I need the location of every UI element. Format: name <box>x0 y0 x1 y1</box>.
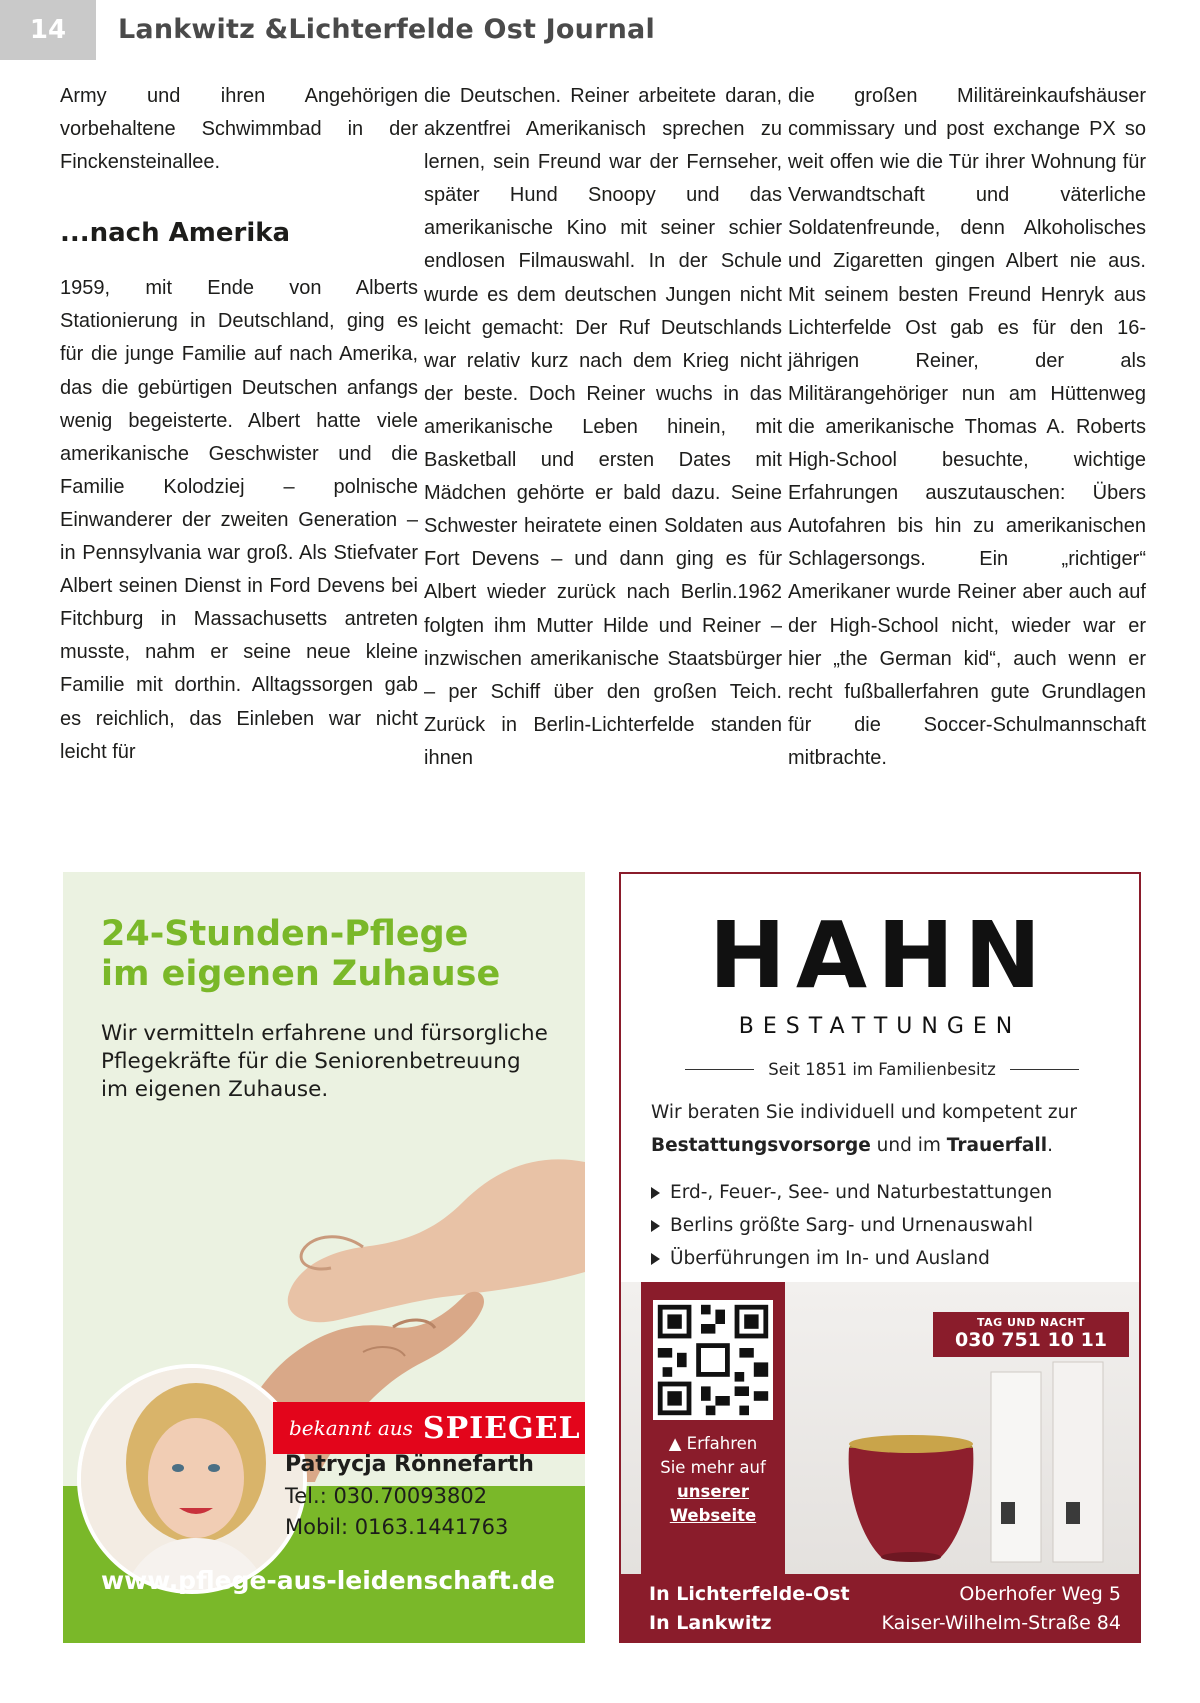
article-col1-intro: Army und ihren Angehörigen vorbehaltene Schwimmbad in der Finckensteinallee. <box>60 85 418 174</box>
urn-photo-area <box>621 1282 1141 1574</box>
service-label: Berlins größte Sarg- und Urnenauswahl <box>670 1215 1034 1236</box>
intro-bold-trauerfall: Trauerfall <box>946 1135 1048 1156</box>
website-link-line-1[interactable]: unserer <box>677 1482 749 1501</box>
address-street: Oberhofer Weg 5 <box>959 1583 1121 1605</box>
triangle-bullet-icon <box>651 1220 660 1232</box>
page-number: 14 <box>29 15 67 45</box>
address-row <box>649 1609 1121 1638</box>
divider-right <box>1010 1069 1079 1071</box>
article-column-2 <box>424 80 782 775</box>
hahn-intro <box>651 1096 1121 1162</box>
pflege-website-link[interactable]: www.pflege-aus-leidenschaft.de <box>101 1566 556 1595</box>
qr-note <box>641 1432 785 1528</box>
day-night-hotline[interactable] <box>933 1312 1129 1357</box>
website-link-line-2[interactable]: Webseite <box>669 1506 757 1525</box>
pflege-headline-line-1: 24-Stunden-Pflege <box>101 914 469 954</box>
hahn-logo-subtitle: BESTATTUNGEN <box>738 1014 1022 1039</box>
address-bar <box>621 1574 1141 1643</box>
qr-code-icon[interactable] <box>653 1300 773 1420</box>
intro-connector: und im <box>870 1135 947 1156</box>
service-label: Überführungen im In- und Ausland <box>670 1248 990 1269</box>
intro-period: . <box>1047 1135 1053 1156</box>
article-col2-body: die Deutschen. Reiner arbeitete daran, akzentfrei Amerikanisch sprechen zu lernen, sein Freund war der Fernseher, später Hund Snoopy und das amerikanische Kino mit seiner schier endlosen Filmauswahl. In der Schule wurde es dem deutschen Jungen nicht leicht gemacht: Der Ruf Deutschlands war relativ kurz nach dem Krieg nicht der beste. Doch Reiner wuchs in das amerikanische Leben hinein, mit Basketball und ersten Dates mit Mädchen gehörte er bald dazu. Seine Schwester heiratete einen Soldaten aus Fort Devens – und dann ging es für Albert wieder zurück nach Berlin.1962 folgten ihm Mutter Hilde und Reiner – inzwischen amerikanische Staatsbürger – per Schiff über den großen Teich. Zurück in Berlin-Lichterfelde standen ihnen <box>424 85 782 769</box>
article-column-1 <box>60 80 418 769</box>
spiegel-badge <box>273 1402 585 1454</box>
pflege-subtext <box>101 1020 571 1104</box>
contact-name: Patrycja Rönnefarth <box>285 1452 534 1477</box>
pflege-subtext-line-3: im eigenen Zuhause. <box>101 1077 329 1102</box>
divider-left <box>685 1069 754 1071</box>
page-number-box <box>0 0 96 60</box>
pflege-subtext-line-1: Wir vermitteln erfahrene und fürsorgliche <box>101 1021 548 1046</box>
triangle-bullet-icon <box>651 1253 660 1265</box>
contact-phone[interactable]: Tel.: 030.70093802 <box>285 1484 488 1508</box>
article-col1-body: 1959, mit Ende von Alberts Stationierung in Deutschland, ging es für die junge Familie auf nach Amerika, das die gebürtigen Deutschen anfangs wenig begeisterte. Albert hatte viele amerikanische Geschwister und die Familie Kolodziej – polnische Einwanderer der zweiten Generation – in Pennsylvania war groß. Als Stiefvater Albert seinen Dienst in Ford Devens bei Fitchburg in Massachusetts antreten musste, nahm er seine neue kleine Familie mit dorthin. Alltagssorgen gab es reichlich, das Einleben war nicht leicht für <box>60 277 418 763</box>
article-column-3 <box>788 80 1146 775</box>
address-district: In Lichterfelde-Ost <box>649 1583 850 1605</box>
since-text: Seit 1851 im Familienbesitz <box>768 1060 996 1079</box>
urn-illustration <box>791 1352 1131 1574</box>
list-item <box>651 1209 1121 1242</box>
hahn-intro-line-2 <box>651 1129 1121 1162</box>
qr-note-line-1: ▲ Erfahren <box>668 1434 758 1453</box>
article-subhead: ...nach Amerika <box>60 218 291 249</box>
address-district: In Lankwitz <box>649 1612 772 1634</box>
contact-portrait <box>77 1364 307 1594</box>
hotline-phone[interactable]: 030 751 10 11 <box>954 1329 1108 1351</box>
ad-hahn-bestattungen[interactable] <box>619 872 1141 1643</box>
contact-mobile[interactable]: Mobil: 0163.1441763 <box>285 1515 509 1539</box>
day-night-label: TAG UND NACHT <box>976 1316 1086 1329</box>
list-item <box>651 1176 1121 1209</box>
qr-note-line-2: Sie mehr auf <box>660 1458 766 1477</box>
journal-title: Lankwitz &Lichterfelde Ost Journal <box>118 14 655 45</box>
article-col3-body: die großen Militäreinkaufshäuser commissary und post exchange PX so weit offen wie die Tür ihrer Wohnung für Verwandtschaft und väterliche Soldatenfreunde, denn Alkoholisches und Zigaretten gingen Albert nie aus. Mit seinem besten Freund Henryk aus Lichterfelde Ost gab es für den 16-jährigen Reiner, der als Militärangehöriger nun am Hüttenweg die amerikanische Thomas A. Roberts High-School besuchte, wichtige Erfahrungen auszutauschen: Übers Autofahren bis hin zu amerikanischen Schlagersongs. Ein „richtiger“ Amerikaner wurde Reiner aber auch auf der High-School nicht, wieder war er hier „the German kid“, auch wenn er recht fußballerfahren gute Grundlagen für die Soccer-Schulmannschaft mitbrachte. <box>788 85 1146 769</box>
service-label: Erd-, Feuer-, See- und Naturbestattungen <box>670 1182 1053 1203</box>
intro-bold-vorsorge: Bestattungsvorsorge <box>651 1135 871 1156</box>
qr-panel[interactable] <box>641 1282 785 1574</box>
hahn-logo: HAHN <box>708 902 1052 1009</box>
pflege-headline-line-2: im eigenen Zuhause <box>101 954 501 994</box>
since-line <box>685 1060 1079 1079</box>
address-row <box>649 1580 1121 1609</box>
services-list <box>651 1176 1121 1275</box>
address-street: Kaiser-Wilhelm-Straße 84 <box>881 1612 1121 1634</box>
triangle-bullet-icon <box>651 1187 660 1199</box>
list-item <box>651 1242 1121 1275</box>
pflege-headline <box>101 914 500 994</box>
hahn-intro-line-1: Wir beraten Sie individuell und kompetent zur <box>651 1102 1077 1123</box>
spiegel-logo: SPIEGEL <box>422 1410 581 1446</box>
ad-pflege[interactable] <box>63 872 585 1643</box>
pflege-subtext-line-2: Pflegekräfte für die Seniorenbetreuung <box>101 1049 521 1074</box>
known-from-label: bekannt aus <box>289 1416 413 1440</box>
